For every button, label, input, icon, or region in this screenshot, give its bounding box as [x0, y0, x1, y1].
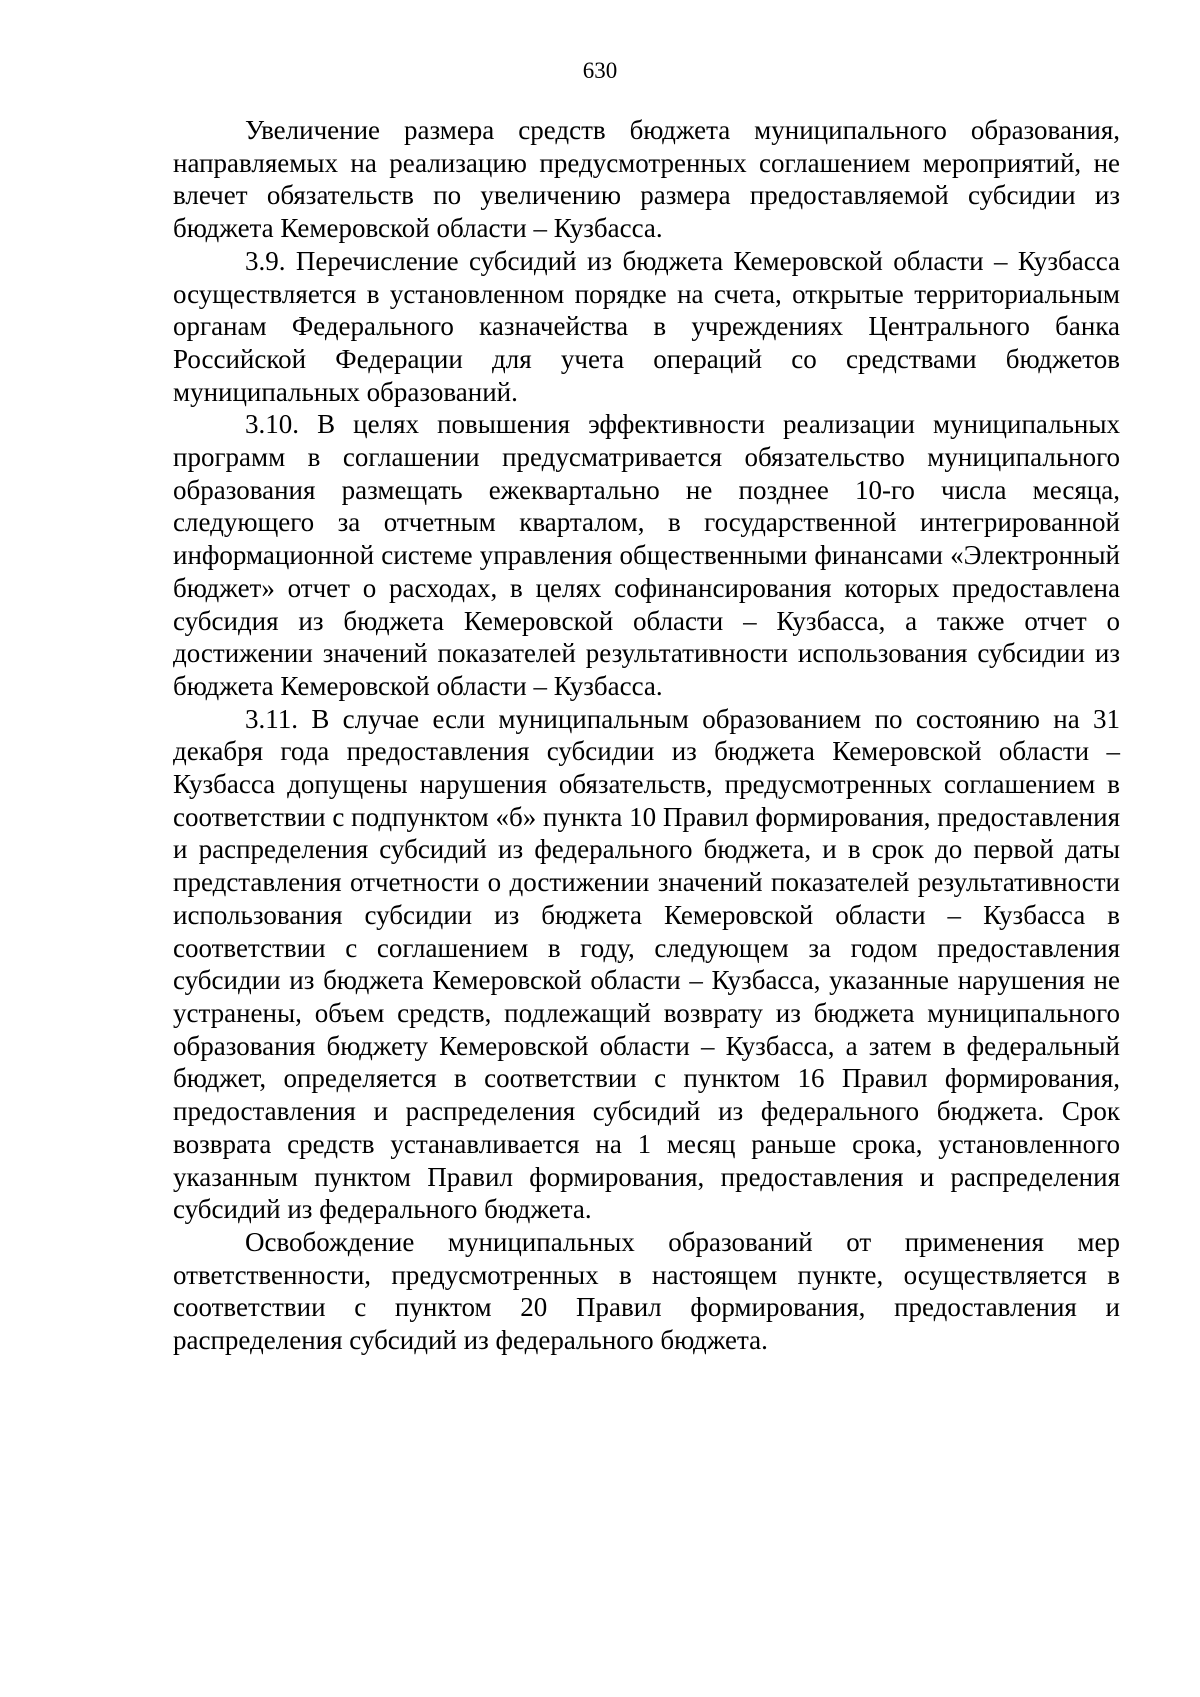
- paragraph-3-10: 3.10. В целях повышения эффективности реализации муниципальных программ в соглашении предусматривается обязательство муниципального образования размещать ежеквартально не позднее 10-го числа месяца, следующего за отчетным кварталом, в государственной интегрированной информационной системе управления общественными финансами «Электронный бюджет» отчет о расходах, в целях софинансирования которых предоставлена субсидия из бюджета Кемеровской области – Кузбасса, а также отчет о достижении значений показателей результативности использования субсидии из бюджета Кемеровской области – Кузбасса.: [173, 409, 1120, 701]
- paragraph-3-9: 3.9. Перечисление субсидий из бюджета Кемеровской области – Кузбасса осуществляется в установленном порядке на счета, открытые территориальным органам Федерального казначейства в учреждениях Центрального банка Российской Федерации для учета операций со средствами бюджетов муниципальных образований.: [173, 245, 1120, 407]
- page-number: 630: [582, 58, 618, 83]
- paragraph-exemption: Освобождение муниципальных образований от применения мер ответственности, предусмотренных в настоящем пункте, осуществляется в соответствии с пунктом 20 Правил формирования, предоставления и распределения субсидий из федерального бюджета.: [173, 1226, 1120, 1356]
- document-body: [173, 114, 1120, 1357]
- paragraph-budget-increase: Увеличение размера средств бюджета муниципального образования, направляемых на реализацию предусмотренных соглашением мероприятий, не влечет обязательств по увеличению размера предоставляемой субсидии из бюджета Кемеровской области – Кузбасса.: [173, 115, 1120, 244]
- paragraph-3-11: 3.11. В случае если муниципальным образованием по состоянию на 31 декабря года предоставления субсидии из бюджета Кемеровской области – Кузбасса допущены нарушения обязательств, предусмотренных соглашением в соответствии с подпунктом «б» пункта 10 Правил формирования, предоставления и распределения субсидий из федерального бюджета, и в срок до первой даты представления отчетности о достижении значений показателей результативности использования субсидии из бюджета Кемеровской области – Кузбасса в соответствии с соглашением в году, следующем за годом предоставления субсидии из бюджета Кемеровской области – Кузбасса, указанные нарушения не устранены, объем средств, подлежащий возврату из бюджета муниципального образования бюджету Кемеровской области – Кузбасса, а затем в федеральный бюджет, определяется в соответствии с пунктом 16 Правил формирования, предоставления и распределения субсидий из федерального бюджета. Срок возврата средств устанавливается на 1 месяц раньше срока, установленного указанным пунктом Правил формирования, предоставления и распределения субсидий из федерального бюджета.: [173, 703, 1120, 1225]
